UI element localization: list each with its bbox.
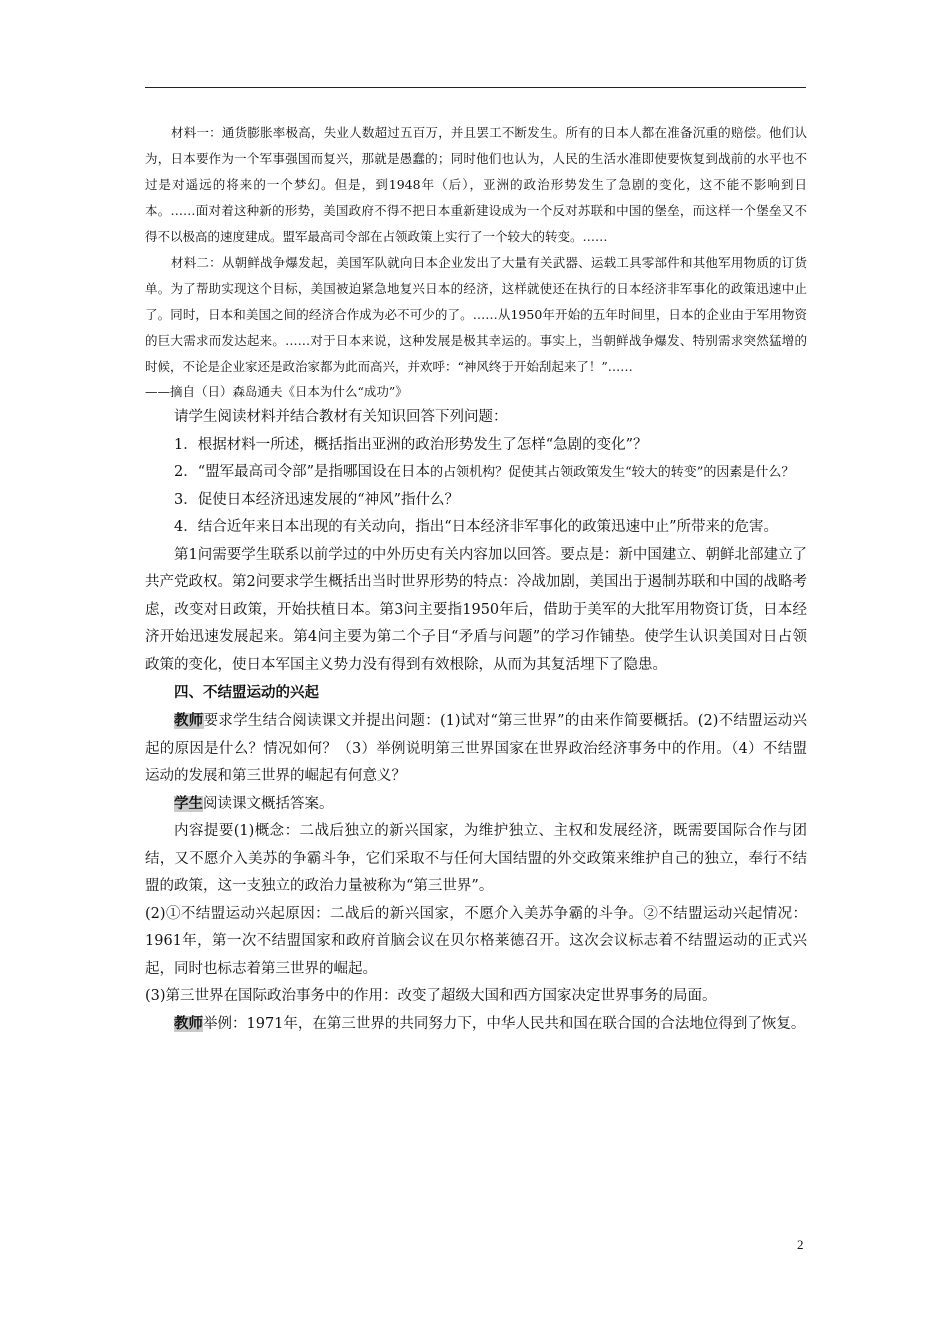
teacher-label: 教师 — [174, 713, 204, 729]
source-citation: ——摘自（日）森岛通夫《日本为什么“成功”》 — [145, 384, 408, 399]
material-two: 材料二：从朝鲜战争爆发起，美国军队就向日本企业发出了大量有关武器、运载工具零部件和其他军用物质的订货单。为了帮助实现这个目标，美国被迫紧急地复兴日本的经济，这样就使还在执行的日本经济非军事化的政策迅速中止了。同时，日本和美国之间的经济合作成为必不可少的了。……从1950年开始的五年时间里，日本的企业由于军用物资的巨大需求而发达起来。……对于日本来说，这种发展是极其幸运的。事实上，当朝鲜战争爆发、特别需求突然猛增的时候，不论是企业家还是政治家都为此而高兴，并欢呼：“神风终于开始刮起来了！”…… — [145, 255, 807, 374]
content-summary-2: (2)①不结盟运动兴起原因：二战后的新兴国家，不愿介入美苏争霸的斗争。②不结盟运动兴起情况：1961年，第一次不结盟国家和政府首脑会议在贝尔格莱德召开。这次会议标志着不结盟运动的正式兴起，同时也标志着第三世界的崛起。 — [145, 905, 807, 977]
student-label: 学生 — [174, 795, 203, 812]
question-1: 1．根据材料一所述，概括指出亚洲的政治形势发生了怎样“急剧的变化”？ — [174, 436, 648, 453]
question-2-part-b: 的占领机构？促使其占领政策发生“较大的转变”的因素是什么？ — [430, 465, 795, 480]
teacher-question-text: 要求学生结合阅读课文并提出问题：(1)试对“第三世界”的由来作简要概括。(2)不结盟运动兴起的原因是什么？情况如何？（3）举例说明第三世界国家在世界政治经济事务中的作用。（4）不结盟运动的发展和第三世界的崛起有何意义？ — [145, 713, 808, 784]
question-3: 3．促使日本经济迅速发展的“神风”指什么？ — [174, 491, 460, 508]
question-2-part-a: 2．“盟军最高司令部”是指哪国设在日本 — [174, 464, 431, 480]
teacher-example-text: 举例：1971年，在第三世界的共同努力下，中华人民共和国在联合国的合法地位得到了恢复。 — [203, 1015, 806, 1032]
material-block — [145, 120, 807, 380]
answer-analysis: 第1问需要学生联系以前学过的中外历史有关内容加以回答。要点是：新中国建立、朝鲜北部建立了共产党政权。第2问要求学生概括出当时世界形势的特点：冷战加剧，美国出于遏制苏联和中国的战略考虑，改变对日政策，开始扶植日本。第3问主要指1950年后，借助于美军的大批军用物资订货，日本经济开始迅速发展起来。第4问主要为第二个子目“矛盾与问题”的学习作铺垫。使学生认识美国对日占领政策的变化，使日本军国主义势力没有得到有效根除，从而为其复活埋下了隐患。 — [145, 546, 807, 673]
section-heading: 四、不结盟运动的兴起 — [174, 685, 319, 701]
student-task-text: 阅读课文概括答案。 — [203, 795, 334, 812]
page-content — [145, 120, 807, 1038]
content-summary-3: (3)第三世界在国际政治事务中的作用：改变了超级大国和西方国家决定世界事务的局面。 — [145, 988, 717, 1004]
questions-block — [145, 404, 807, 679]
student-task — [145, 791, 807, 819]
question-4: 4．结合近年来日本出现的有关动向，指出“日本经济非军事化的政策迅速中止”所带来的危害。 — [174, 519, 779, 535]
header-rule — [145, 87, 806, 88]
section-body — [145, 708, 807, 1038]
content-summary-1: 内容提要(1)概念：二战后独立的新兴国家，为维护独立、主权和发展经济，既需要国际合作与团结，又不愿介入美苏的争霸斗争，它们采取不与任何大国结盟的外交政策来维护自己的独立，奉行不结盟的政策，这一支独立的政治力量被称为“第三世界”。 — [145, 823, 807, 894]
teacher-question — [145, 708, 807, 791]
question-2 — [145, 459, 807, 487]
page-number: 2 — [797, 1237, 804, 1252]
material-one: 材料一：通货膨胀率极高，失业人数超过五百万，并且罢工不断发生。所有的日本人都在准备沉重的赔偿。他们认为，日本要作为一个军事强国而复兴，那就是愚蠢的；同时他们也认为，人民的生活水准即使要恢复到战前的水平也不过是对遥远的将来的一个梦幻。但是，到1948年（后），亚洲的政治形势发生了急剧的变化，这不能不影响到日本。……面对着这种新的形势，美国政府不得不把日本重新建设成为一个反对苏联和中国的堡垒，而这样一个堡垒又不得不以极高的速度建成。盟军最高司令部在占领政策上实行了一个较大的转变。…… — [145, 125, 807, 244]
question-prompt: 请学生阅读材料并结合教材有关知识回答下列问题： — [174, 409, 508, 425]
teacher-label-2: 教师 — [174, 1015, 203, 1032]
teacher-example — [145, 1011, 807, 1039]
